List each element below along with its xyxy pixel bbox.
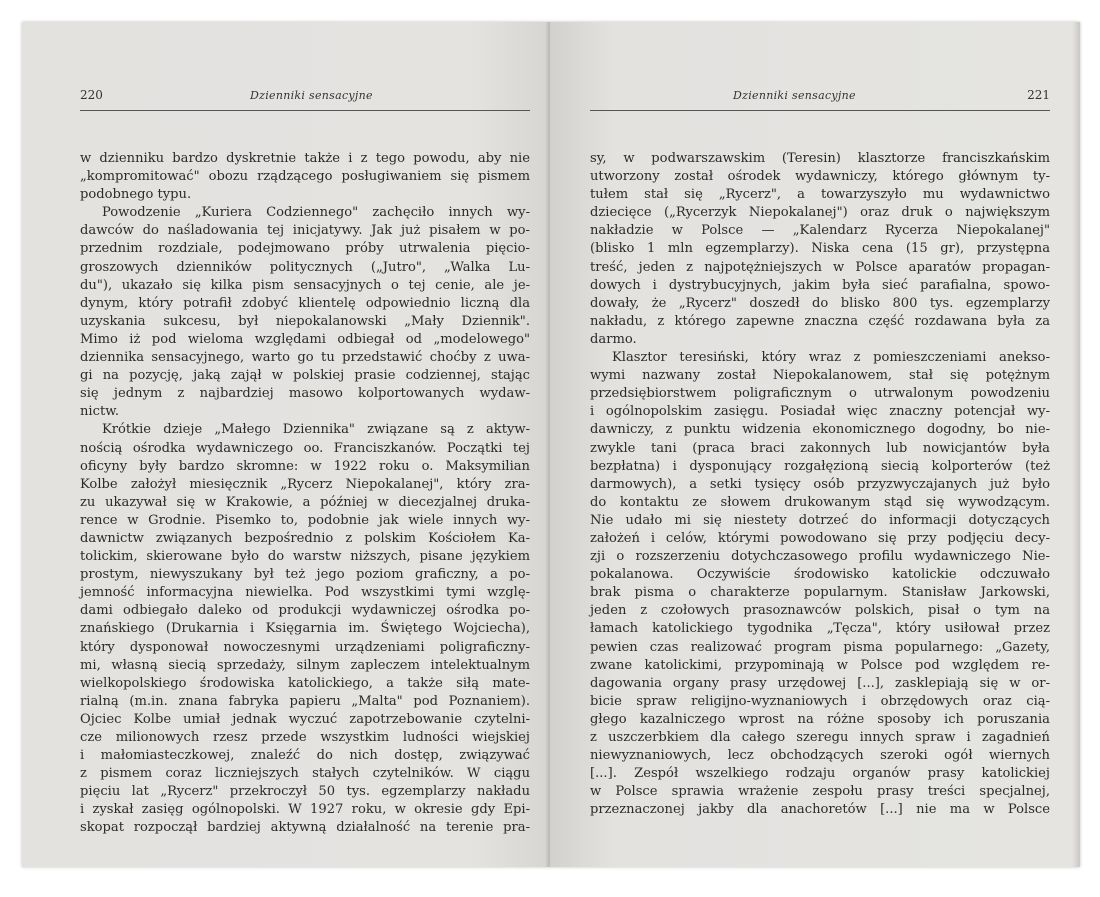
text-line: pokalanowa. Oczywiście środowisko katolickie odczuwało [590, 567, 1050, 583]
text-line: sy, w podwarszawskim (Teresin) klasztorze franciszkańskim [590, 151, 1050, 166]
text-line: który dysponował nowoczesnymi urządzeniami poligraficzny- [80, 639, 530, 655]
text-line: nictw. [80, 404, 120, 420]
text-line: dynym, który potrafił zdobyć klientelę odpowiednio liczną dla [80, 295, 530, 311]
text-line: tolickim, skierowane było do warstw niższych, pisane językiem [80, 549, 530, 565]
text-line: wymi nazwany został Niepokalanowem, stał się potężnym [590, 368, 1050, 384]
text-line: treść, jeden z najpotężniejszych w Polsce aparatów propagan- [590, 259, 1050, 275]
text-line: brak pisma o charakterze popularnym. Stanisław Jarkowski, [590, 585, 1050, 601]
right-page [550, 22, 1080, 867]
text-line: bicie spraw religijno-wyznaniowych i obrzędowych oraz cią- [590, 693, 1050, 709]
text-line: tułem stał się „Rycerz", a towarzyszyło mu wydawnictwo [590, 187, 1050, 203]
text-line: darmowych), a setki tysięcy osób przyzwyczajanych już było [590, 476, 1050, 492]
text-line: dziecięce („Rycerzyk Niepokalanej") oraz druk o największym [590, 205, 1050, 221]
text-line: z pismem coraz liczniejszych stałych czytelników. W ciągu [80, 766, 530, 782]
text-line: podobnego typu. [80, 187, 192, 203]
text-line: Mimo iż pod wieloma względami odbiegał od „modelowego" [80, 331, 530, 347]
text-line: gi na pozycję, jaką zajął w polskiej prasie codziennej, stając [80, 368, 530, 384]
right-page-body-text [590, 150, 1050, 819]
text-line: mi, własną siecią sprzedaży, silnym zapleczem intelektualnym [80, 657, 530, 673]
running-title: Dzienniki sensacyjne [250, 89, 373, 102]
page-edge [1072, 22, 1080, 867]
text-line: w dzienniku bardzo dyskretnie także i z tego powodu, aby nie [80, 151, 530, 166]
text-line: z uszczerbkiem dla całego szeregu innych spraw i zagadnień [590, 730, 1050, 745]
text-line: zji o rozszerzeniu dotychczasowego profilu wydawniczego Nie- [590, 549, 1050, 565]
text-line: nością ośrodka wydawniczego oo. Franciszkanów. Początki tej [80, 440, 530, 456]
text-line: i małomiasteczkowej, znaleźć do nich dostęp, związywać [80, 748, 530, 764]
text-line: Klasztor teresiński, który wraz z pomieszczeniami anekso- [612, 350, 1050, 366]
left-page-body-text [80, 150, 530, 838]
text-line: Nie udało mi się niestety dotrzeć do informacji dotyczących [590, 512, 1050, 528]
text-line: pewien czas realizować program pisma popularnego: „Gazety, [590, 639, 1050, 655]
page-number: 220 [80, 88, 103, 102]
page-number: 221 [1027, 88, 1050, 102]
text-line: „kompromitować" obozu rządzącego posługiwaniem się pismem [80, 169, 530, 185]
text-line: dziennika sensacyjnego, warto go tu przedstawić choćby z uwa- [80, 350, 530, 366]
text-line: cze milionowych rzesz przede wszystkim ludności wiejskiej [80, 730, 530, 745]
text-line: (blisko 1 mln egzemplarzy). Niska cena (15 gr), przystępna [590, 241, 1050, 257]
text-line: głego kazalniczego wprost na różne sposoby ich poruszania [590, 711, 1050, 727]
text-line: i zyskał zasięg ogólnopolski. W 1927 roku, w okresie gdy Epi- [80, 802, 530, 818]
text-line: przednim rozdziale, podejmowano próby utrwalenia pięcio- [80, 241, 530, 257]
text-line: dowały, że „Rycerz" doszedł do blisko 800 tys. egzemplarzy [590, 295, 1050, 311]
left-page-header [80, 88, 530, 108]
text-line: [...]. Zespół wszelkiego rodzaju organów prasy katolickiej [590, 766, 1050, 782]
text-line: groszowych dzienników politycznych („Jutro", „Walka Lu- [80, 259, 530, 275]
text-line: uzyskania sukcesu, był niepokalanowski „Mały Dziennik". [80, 313, 530, 329]
text-line: zwane katolickimi, przypominają w Polsce pod względem re- [590, 657, 1050, 673]
text-line: Kolbe założył miesięcznik „Rycerz Niepokalanej", który zra- [80, 476, 530, 492]
text-line: prostym, niewyszukany był też jego poziom graficzny, a po- [80, 567, 530, 583]
text-line: jeden z czołowych prasoznawców polskich, pisał o tym na [590, 603, 1050, 619]
text-line: do kontaktu ze słowem drukowanym stąd się wywodzącym. [590, 494, 1050, 510]
text-line: wielkopolskiego środowiska katolickiego, a także siłą mate- [80, 675, 530, 691]
text-line: w Polsce sprawia wrażenie zespołu prasy treści specjalnej, [590, 784, 1050, 800]
text-line: bezpłatna) i dysponujący rozgałęzioną siecią kolporterów (też [590, 458, 1050, 474]
text-line: założeń i celów, którymi powodowano się przy podjęciu decy- [590, 530, 1050, 546]
text-line: rialną (m.in. znana fabryka papieru „Malta" pod Poznaniem). [80, 693, 530, 709]
text-line: jemność informacyjna niewielka. Pod wszystkimi tymi wzglę- [80, 585, 530, 601]
right-page-header [590, 88, 1050, 108]
left-page [22, 22, 550, 867]
text-line: niewyznaniowych, lecz obchodzących szeroki ogół wiernych [590, 748, 1050, 764]
header-rule [590, 110, 1050, 111]
text-line: skopat rozpoczął bardziej aktywną działalność na terenie pra- [80, 820, 530, 836]
text-line: zu ukazywał się w Krakowie, a później w diecezjalnej druka- [80, 494, 530, 510]
header-rule [80, 110, 530, 111]
text-line: przedsiębiorstwem poligraficznym o utrwalonym powodzeniu [590, 386, 1050, 402]
text-line: dowych i dystrybucyjnych, jakim była sieć parafialna, spowo- [590, 277, 1050, 293]
text-line: pięciu lat „Rycerz" przekroczył 50 tys. egzemplarzy nakładu [80, 784, 530, 800]
text-line: du"), ukazało się kilka pism sensacyjnych o tej cenie, ale je- [80, 277, 530, 293]
text-line: i ogólnopolskim zasięgu. Posiadał więc znaczny potencjał wy- [590, 404, 1050, 420]
text-line: oficyny były bardzo skromne: w 1922 roku o. Maksymilian [80, 458, 530, 474]
text-line: Ojciec Kolbe umiał jednak wyczuć zapotrzebowanie czytelni- [80, 711, 530, 727]
text-line: dami odbiegało daleko od produkcji wydawniczej ośrodka po- [80, 603, 530, 619]
text-line: znańskiego (Drukarnia i Księgarnia im. Świętego Wojciecha), [80, 621, 530, 637]
text-line: rence w Grodnie. Pisemko to, podobnie jak wiele innych wy- [80, 512, 530, 528]
running-title: Dzienniki sensacyjne [733, 89, 856, 102]
text-line: zwykle tani (praca braci zakonnych lub nowicjantów była [590, 440, 1050, 456]
text-line: łamach katolickiego tygodnika „Tęcza", który usiłował przez [590, 621, 1050, 637]
text-line: dawców do naśladowania tej inicjatywy. Jak już pisałem w po- [80, 223, 530, 239]
text-line: darmo. [590, 331, 637, 347]
text-line: nakładu, z którego zapewne znaczna część rozdawana była za [590, 313, 1050, 329]
text-line: utworzony został ośrodek wydawniczy, którego głównym ty- [590, 169, 1050, 185]
text-line: nakładzie w Polsce — „Kalendarz Rycerza Niepokalanej" [590, 223, 1050, 239]
text-line: dawnictw związanych bezpośrednio z polskim Kościołem Ka- [80, 530, 530, 546]
text-line: dawniczy, z punktu widzenia ekonomicznego dogodny, bo nie- [590, 422, 1050, 438]
book-spread [22, 22, 1080, 867]
text-line: dagowania organy prasy urzędowej [...], zasklepiają się w or- [590, 675, 1050, 691]
text-line: Powodzenie „Kuriera Codziennego" zachęciło innych wy- [102, 205, 530, 221]
text-line: się jednym z najbardziej masowo kolportowanych wydaw- [80, 386, 530, 402]
text-line: przeznaczonej jakby dla anachoretów [...] nie ma w Polsce [590, 802, 1050, 818]
text-line: Krótkie dzieje „Małego Dziennika" związane są z aktyw- [102, 422, 530, 438]
